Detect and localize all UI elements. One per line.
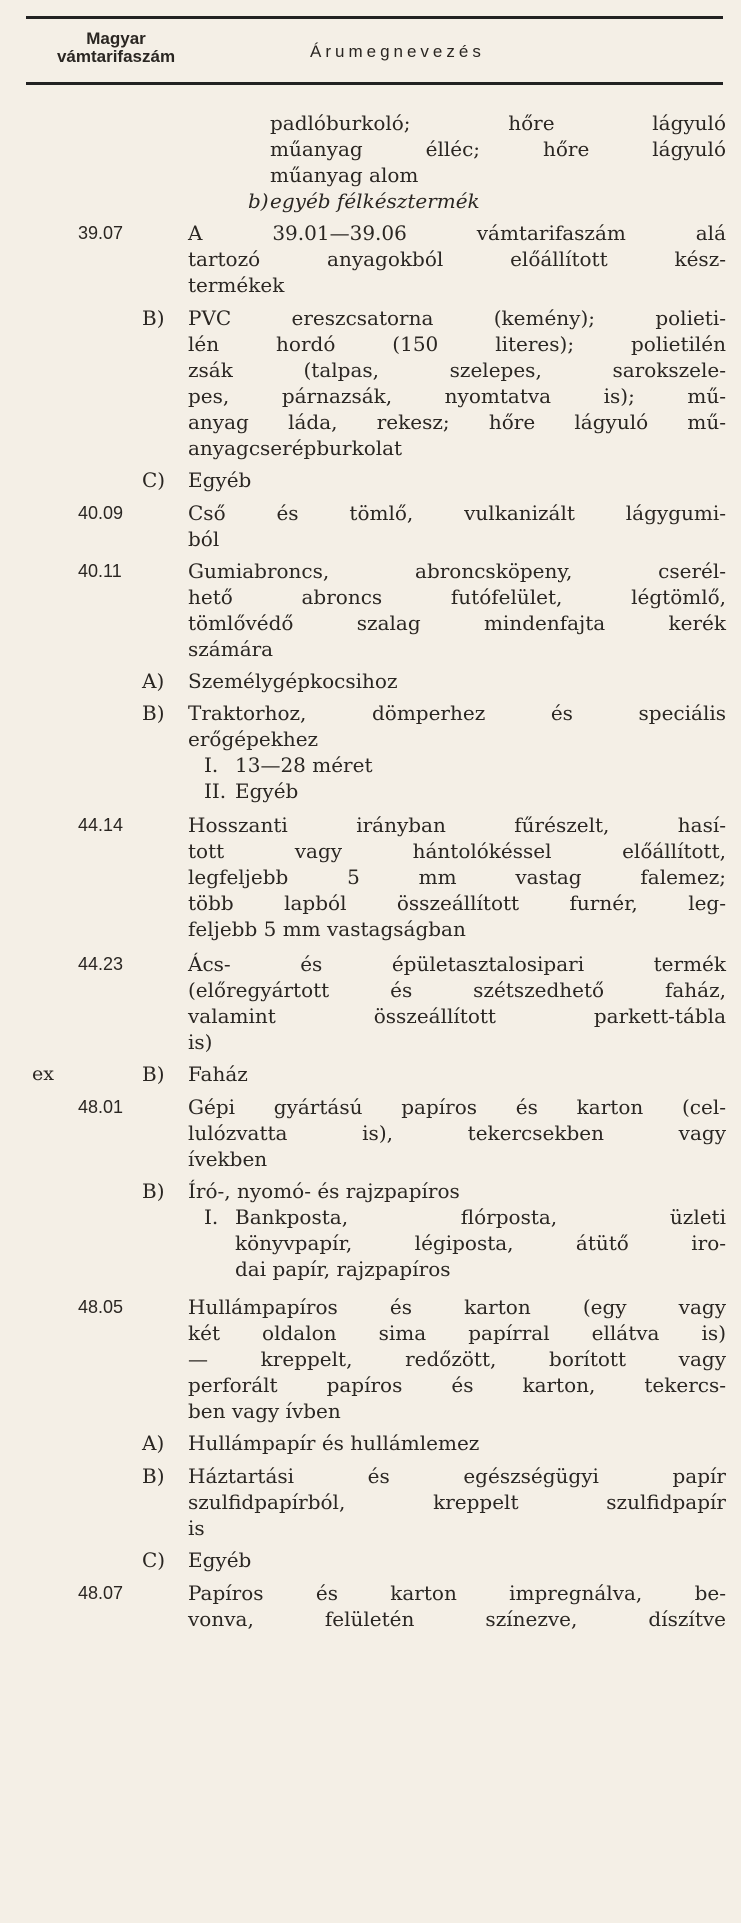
description-line: pes, párnazsák, nyomtatva is); mű- bbox=[188, 384, 726, 408]
description-line: tartozó anyagokból előállított kész- bbox=[188, 247, 726, 271]
description-line: tott vagy hántolókéssel előállított, bbox=[188, 839, 726, 863]
subitem-marker: B) bbox=[142, 1062, 165, 1086]
description-line: is bbox=[188, 1516, 205, 1540]
description-line: zsák (talpas, szelepes, sarokszele- bbox=[188, 358, 726, 382]
description-line: Hullámpapíros és karton (egy vagy bbox=[188, 1295, 726, 1319]
tariff-code: 48.07 bbox=[78, 1583, 124, 1603]
description-line: könyvpapír, légiposta, átütő iro- bbox=[235, 1231, 726, 1255]
header-code-line2: vámtarifaszám bbox=[56, 47, 176, 66]
description-line: ben vagy ívben bbox=[188, 1399, 341, 1423]
roman-subitem-marker: II. bbox=[204, 779, 227, 803]
description-line: szulfidpapírból, kreppelt szulfidpapír bbox=[188, 1490, 726, 1514]
description-line: lulózvatta is), tekercsekben vagy bbox=[188, 1121, 726, 1145]
description-line: Gépi gyártású papíros és karton (cel- bbox=[188, 1095, 726, 1119]
column-header-description: Árumegnevezés bbox=[310, 42, 485, 61]
description-line: valamint összeállított parkett-tábla bbox=[188, 1004, 726, 1028]
description-line: műanyag alom bbox=[270, 163, 419, 187]
description-line: lén hordó (150 literes); polietilén bbox=[188, 332, 726, 356]
ex-marker: ex bbox=[32, 1063, 54, 1085]
description-line: ívekben bbox=[188, 1147, 268, 1171]
description-line: Papíros és karton impregnálva, be- bbox=[188, 1581, 726, 1605]
roman-subitem-marker: I. bbox=[204, 753, 219, 777]
description-line: padlóburkoló; hőre lágyuló bbox=[270, 111, 726, 135]
header-top-rule bbox=[26, 16, 723, 19]
description-line: dai papír, rajzpapíros bbox=[235, 1257, 451, 1281]
description-line: A 39.01—39.06 vámtarifaszám alá bbox=[188, 221, 726, 245]
subitem-marker: B) bbox=[142, 1464, 165, 1488]
description-line: feljebb 5 mm vastagságban bbox=[188, 917, 466, 941]
subitem-marker: b) bbox=[248, 189, 269, 213]
subitem-marker: B) bbox=[142, 306, 165, 330]
description-line: anyagcserépburkolat bbox=[188, 436, 403, 460]
tariff-code: 39.07 bbox=[78, 223, 124, 243]
description-line: számára bbox=[188, 637, 274, 661]
description-line: Egyéb bbox=[235, 779, 299, 803]
tariff-code: 44.23 bbox=[78, 954, 124, 974]
description-line: Egyéb bbox=[188, 468, 252, 492]
description-line: termékek bbox=[188, 273, 285, 297]
description-line: (előregyártott és szétszedhető faház, bbox=[188, 978, 726, 1002]
description-line: Háztartási és egészségügyi papír bbox=[188, 1464, 726, 1488]
description-line: műanyag élléc; hőre lágyuló bbox=[270, 137, 726, 161]
column-header-tariff-code bbox=[26, 30, 206, 66]
description-line: Cső és tömlő, vulkanizált lágygumi- bbox=[188, 501, 726, 525]
description-line: Faház bbox=[188, 1062, 248, 1086]
description-line: erőgépekhez bbox=[188, 727, 319, 751]
description-line: is) bbox=[188, 1030, 213, 1054]
description-line: több lapból összeállított furnér, leg- bbox=[188, 891, 726, 915]
description-line: egyéb félkésztermék bbox=[270, 189, 480, 213]
header-bottom-rule bbox=[26, 82, 723, 85]
description-line: vonva, felületén színezve, díszítve bbox=[188, 1607, 726, 1631]
header-code-line1: Magyar bbox=[86, 29, 146, 48]
subitem-marker: B) bbox=[142, 701, 165, 725]
tariff-code: 40.09 bbox=[78, 503, 124, 523]
description-line: Traktorhoz, dömperhez és speciális bbox=[188, 701, 726, 725]
description-line: anyag láda, rekesz; hőre lágyuló mű- bbox=[188, 410, 726, 434]
description-line: — kreppelt, redőzött, borított vagy bbox=[188, 1347, 726, 1371]
description-line: tömlővédő szalag mindenfajta kerék bbox=[188, 611, 726, 635]
roman-subitem-marker: I. bbox=[204, 1205, 219, 1229]
subitem-marker: A) bbox=[142, 1431, 165, 1455]
tariff-code: 48.05 bbox=[78, 1297, 124, 1317]
description-line: Egyéb bbox=[188, 1548, 252, 1572]
description-line: PVC ereszcsatorna (kemény); polieti- bbox=[188, 306, 726, 330]
subitem-marker: C) bbox=[142, 1548, 166, 1572]
description-line: Író-, nyomó- és rajzpapíros bbox=[188, 1179, 460, 1203]
subitem-marker: C) bbox=[142, 468, 166, 492]
description-line: Ács- és épületasztalosipari termék bbox=[188, 952, 726, 976]
description-line: perforált papíros és karton, tekercs- bbox=[188, 1373, 726, 1397]
tariff-code: 48.01 bbox=[78, 1097, 124, 1117]
tariff-code: 44.14 bbox=[78, 815, 124, 835]
description-line: 13—28 méret bbox=[235, 753, 373, 777]
description-line: Bankposta, flórposta, üzleti bbox=[235, 1205, 726, 1229]
description-line: legfeljebb 5 mm vastag falemez; bbox=[188, 865, 726, 889]
description-line: hető abroncs futófelület, légtömlő, bbox=[188, 585, 726, 609]
description-line: Hullámpapír és hullámlemez bbox=[188, 1431, 480, 1455]
description-line: ból bbox=[188, 527, 220, 551]
tariff-code: 40.11 bbox=[78, 561, 122, 581]
description-line: két oldalon sima papírral ellátva is) bbox=[188, 1321, 726, 1345]
subitem-marker: A) bbox=[142, 669, 165, 693]
description-line: Gumiabroncs, abroncsköpeny, cserél- bbox=[188, 559, 726, 583]
description-line: Hosszanti irányban fűrészelt, hasí- bbox=[188, 813, 726, 837]
description-line: Személygépkocsihoz bbox=[188, 669, 398, 693]
subitem-marker: B) bbox=[142, 1179, 165, 1203]
